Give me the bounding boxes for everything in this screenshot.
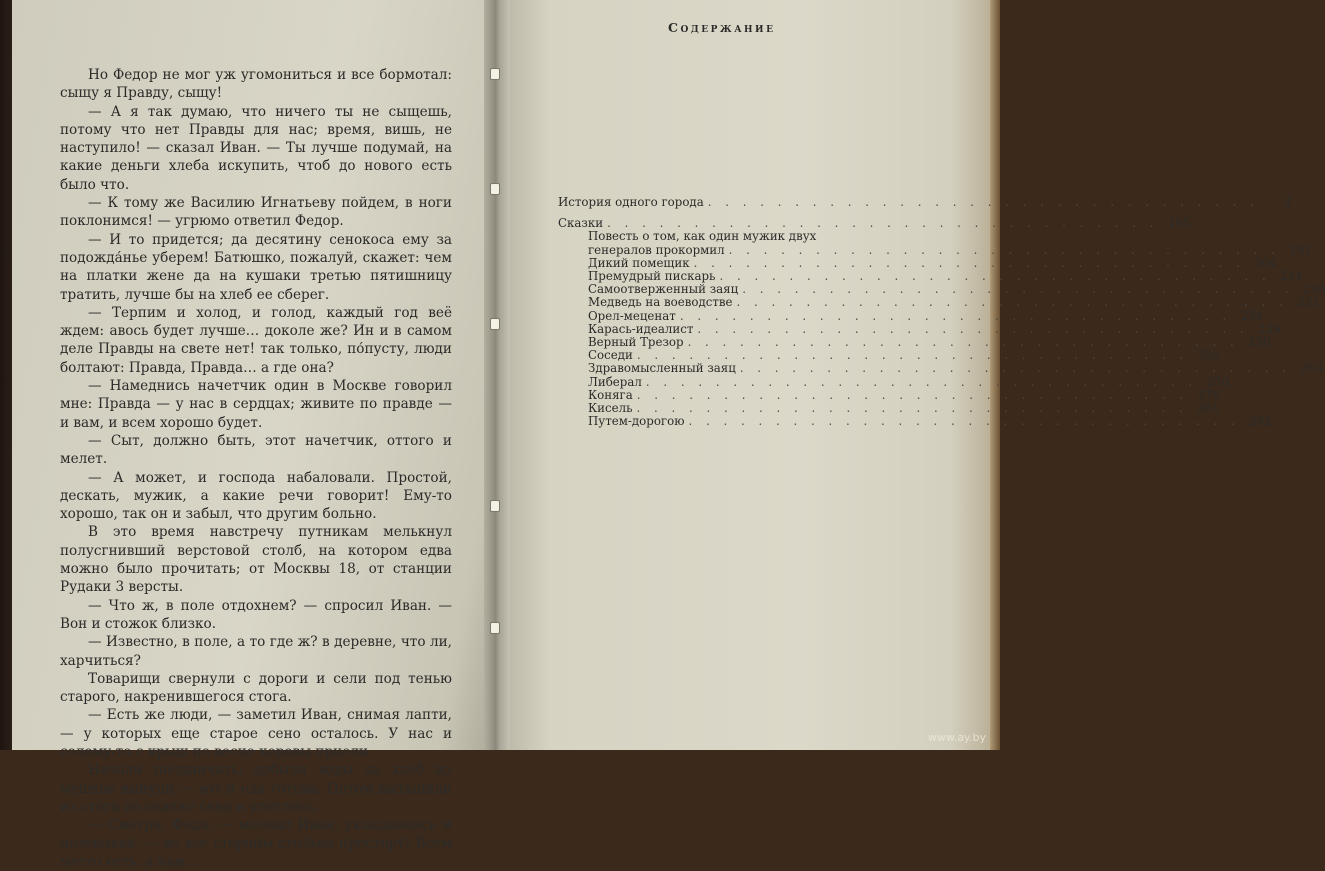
toc-entry-label: Повесть о том, как один мужик двух xyxy=(588,229,817,244)
toc-page-number: 263 xyxy=(1300,361,1324,376)
paragraph: — А я так думаю, что ничего ты не сыщешь, потому что нет Правды для нас; время, вишь, не наступило! — сказал Иван. — Ты лучше подумай, на какие деньги хлеба искупить, чтоб до нового есть было что. xyxy=(60,103,452,193)
toc-page-number: 270 xyxy=(1206,374,1230,389)
paragraph: В это время навстречу путникам мелькнул полусгнивший верстовой столб, на котором едва можно было прочитать; от Москвы 18, от станции Рудаки 3 версты. xyxy=(60,524,452,596)
toc-leader-dots: . . . . . . . . . . . . . . . . . . . . . . . . . . . . . . . . xyxy=(728,242,1280,257)
watermark: www.ay.by xyxy=(927,731,986,744)
toc-entry-label: Либерал xyxy=(588,374,642,389)
binding-stitch xyxy=(490,318,500,330)
paragraph: Но Федор не мог уж угомониться и все бормотал: сыщу я Правду, сыщу! xyxy=(60,67,452,102)
toc-page-number: 216 xyxy=(1302,282,1325,297)
toc-entry-label: Здравомысленный заяц xyxy=(588,361,736,376)
toc-entry-label: Самоотверженный заяц xyxy=(588,282,739,297)
toc-entry-label: Соседи xyxy=(588,348,633,363)
toc-leader-dots: . . . . . . . . . . . . . . . . . . . . . . . . . . . . . . . . xyxy=(607,216,1159,231)
toc-page-number: 282 xyxy=(1249,414,1272,429)
toc-page-number: 204 xyxy=(1254,255,1277,270)
paragraph: — Терпим и холод, и голод, каждый год веё ждем: авось будет лучше… доколе же? Ин и в самом деле Правды на свете нет! так только, по́пусту, люди болтают: Правда, Правда… а где она? xyxy=(60,304,452,376)
toc-leader-dots: . . . . . . . . . . . . . . . . . . . . . . . . . . . . . . . . xyxy=(693,255,1245,270)
toc-entry-label: генералов прокормил xyxy=(588,242,725,257)
toc-page-number: 231 xyxy=(1240,308,1264,323)
toc-page-number: 250 xyxy=(1248,335,1271,350)
paragraph: — Что ж, в поле отдохнем? — спросил Иван. — Вон и стожок близко. xyxy=(60,597,452,632)
toc-entry-label: Премудрый пискарь xyxy=(588,269,716,284)
toc-leader-dots: . . . . . . . . . . . . . . . . . . . . . . . . . . . . . . . . xyxy=(636,401,1188,416)
paragraph: — К тому же Василию Игнатьеву пойдем, в ноги поклонимся! — угрюмо ответил Федор. xyxy=(60,195,452,230)
toc-entry xyxy=(558,230,870,243)
toc-entry-label: Медведь на воеводстве xyxy=(588,295,733,310)
toc-leader-dots: . . . . . . . . . . . . . . . . . . . . . . . . . . . . . . . . xyxy=(679,308,1232,323)
toc-entry xyxy=(558,374,1230,389)
table-of-contents xyxy=(558,195,1325,429)
binding-stitch xyxy=(490,500,500,512)
toc-entry-label: Верный Трезор xyxy=(588,335,684,350)
paragraph: — Сыт, должно быть, этот начетчик, оттого и мелет. xyxy=(60,432,452,468)
toc-leader-dots: . . . . . . . . . . . . . . . . . . . . . . . . . . . . . . . . xyxy=(742,282,1294,297)
binding-stitch xyxy=(490,622,500,634)
toc-page-number: 239 xyxy=(1258,321,1281,336)
paragraph: — Смотри, Федя, — молвил Иван, укладываясь и позевывая, — во все стороны столько простору! Всем место есть, а нам… xyxy=(60,817,452,870)
toc-entry-label: Сказки xyxy=(558,216,604,231)
toc-page-number: 256 xyxy=(1197,348,1221,363)
paragraph: — Известно, в поле, а то где ж? в деревне, что ли, харчиться? xyxy=(60,634,452,669)
toc-leader-dots: . . . . . . . . . . . . . . . . . . . . . . . . . . . . . . . . xyxy=(736,295,1288,310)
toc-leader-dots: . . . . . . . . . . . . . . . . . . . . . . . . . . . . . . . . xyxy=(636,348,1189,363)
toc-entry xyxy=(558,308,1264,323)
toc-entry-label: Кисель xyxy=(588,401,633,416)
paragraph: Товарищи свернули с дороги и сели под тенью старого, накренившегося стога. xyxy=(60,670,452,706)
toc-entry-label: Коняга xyxy=(588,387,633,402)
toc-entry xyxy=(558,414,1272,429)
toc-entry-label: Путем-дорогою xyxy=(588,414,685,429)
paragraph: — А может, и господа набаловали. Простой, дескать, мужик, а какие речи говорит! Ему-то хорошо, так он и забыл, что другим больно. xyxy=(60,469,452,523)
toc-leader-dots: . . . . . . . . . . . . . . . . . . . . . . . . . . . . . . . . xyxy=(687,335,1239,350)
toc-page-number: 211 xyxy=(1280,269,1303,284)
toc-page-number: 3 xyxy=(1283,195,1291,209)
paragraph: — Есть же люди, — заметил Иван, снимая лапти, — у которых еще старое сено осталось. У нас и солому-то с крыш по весне коровы приели. xyxy=(60,707,452,760)
left-page-text xyxy=(60,66,452,871)
book-gutter xyxy=(484,0,510,750)
binding-stitch xyxy=(490,68,500,80)
toc-page-number: 197 xyxy=(1289,242,1312,257)
toc-leader-dots: . . . . . . . . . . . . . . . . . . . . . . . . . . . . . . . . xyxy=(645,374,1198,389)
toc-entry-continuation xyxy=(558,242,1312,257)
toc-entry-label: Карась-идеалист xyxy=(588,321,694,336)
toc-page-number: 281 xyxy=(1197,401,1220,416)
paragraph: — И то придется; да десятину сенокоса ему за подожда́нье уберем! Батюшко, пожалуй, скажет: чем на платки жене да на кушаки третью пятишницу тратить, лучше бы на хлеб ее сберег. xyxy=(60,231,452,303)
paragraph: — Намеднись начетчик один в Москве говорил мне: Правда — у нас в сердцах; живите по правде — и вам, и всем хорошо будет. xyxy=(60,378,452,431)
toc-entry-label: История одного города xyxy=(558,195,704,209)
toc-entry-label: Орел-меценат xyxy=(588,308,676,323)
toc-leader-dots: . . . . . . . . . . . . . . . . . . . . . . . . . . . . . . . . xyxy=(697,321,1249,336)
toc-title: Содержание xyxy=(668,20,776,35)
binding-stitch xyxy=(490,183,500,195)
toc-leader-dots: . . . . . . . . . . . . . . . . . . . . . . . . . . . . . . . . xyxy=(719,269,1271,284)
toc-entry xyxy=(558,361,1324,376)
toc-page-number: 276 xyxy=(1197,387,1221,402)
toc-page-number: 221 xyxy=(1297,295,1320,310)
toc-leader-dots: . . . . . . . . . . . . . . . . . . . . . . . . . . . . . . . . xyxy=(636,387,1189,402)
toc-entry xyxy=(558,295,1320,310)
toc-entry-label: Дикий помещик xyxy=(588,255,690,270)
toc-leader-dots: . . . . . . . . . . . . . . . . . . . . . . . . . . . . . . . . xyxy=(739,361,1292,376)
paragraph: Начали полдничать; добыли воды да хлеб из мешков вынули — вот и еда готова. Потом вытащили из стога по охапке сена и улеглись. xyxy=(60,762,452,815)
toc-leader-dots: . . . . . . . . . . . . . . . . . . . . . . . . . . . . . . . . xyxy=(688,414,1240,429)
toc-leader-dots: . . . . . . . . . . . . . . . . . . . . . . . . . . . . . . . . xyxy=(707,195,1259,209)
toc-entry xyxy=(558,195,1291,209)
toc-page-number: 195 xyxy=(1167,216,1191,231)
